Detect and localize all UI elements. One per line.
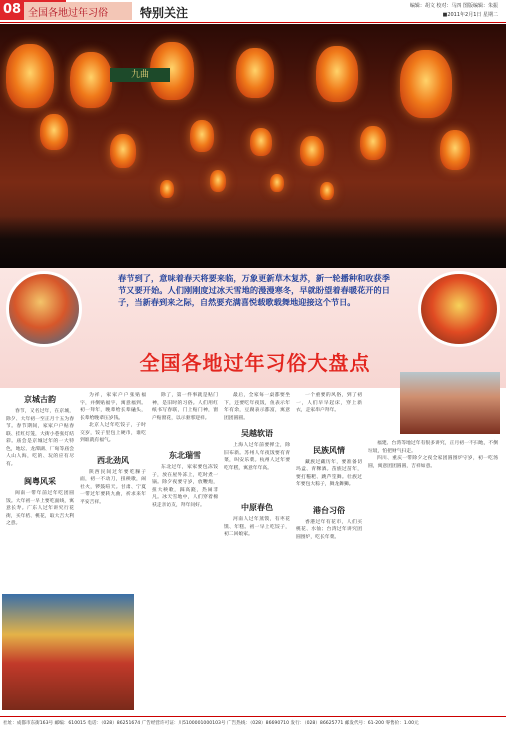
lantern-icon bbox=[110, 134, 136, 168]
ethnic-costume-photo bbox=[2, 594, 134, 710]
lantern-icon bbox=[190, 120, 214, 152]
date-line: ■2011年2月1日 星期二 bbox=[442, 12, 498, 18]
article-paragraph: 闽南一带年前过年吃团圆饭。大年初一早上要吃面线，寓意长寿。广东人过年讲究行花街，买年桔、桃花，取大吉大利之意。 bbox=[6, 491, 74, 526]
lantern-icon bbox=[300, 136, 324, 166]
column-4 bbox=[224, 392, 290, 539]
section-heading: 京城古韵 bbox=[24, 395, 56, 404]
column-5 bbox=[296, 392, 362, 541]
section-heading: 吴越软语 bbox=[241, 429, 273, 438]
lantern-icon bbox=[70, 52, 112, 108]
lantern-icon bbox=[6, 44, 54, 108]
article-paragraph: 除了，第一件事就是贴门神，是旧时的习俗。人们用红纸书写春联，门上贴门神，窗户贴窗花，以示驱邪迎祥。 bbox=[152, 393, 218, 421]
street-sign: 九曲 bbox=[110, 68, 170, 82]
article-paragraph: 四川、重庆一带除夕之夜全家团圆围炉守岁，初一吃汤圆，寓意团团圆圆，吉祥如意。 bbox=[368, 456, 498, 469]
editors-line: 编辑：胡文 校对：马四 图版编辑：朱振 bbox=[409, 3, 498, 9]
column-3 bbox=[152, 392, 218, 509]
header-meta bbox=[410, 2, 498, 20]
section-heading: 闽粤风采 bbox=[24, 477, 56, 486]
lantern-icon bbox=[40, 114, 68, 150]
article-paragraph: 春节，又名过年，在京城，除夕、大年初一至正月十五为春节。春节期间，家家户户贴春联、挂红灯笼，大街小巷张灯结彩。庙会是京城过年的一大特色，地坛、龙潭湖、厂甸等庙会人山人海，吃的、玩的应有尽有。 bbox=[6, 409, 74, 467]
column-name-banner bbox=[24, 2, 132, 20]
section-heading: 民族风情 bbox=[313, 445, 345, 455]
left-round-photo bbox=[6, 271, 82, 347]
article-paragraph: 福建、台湾等地过年有很多讲究，正月初一不扫地，不倒垃圾，怕把财气扫走。 bbox=[368, 441, 498, 454]
article-paragraph: 藏族过藏历年，要准备切玛盒、青稞酒。苗族过苗年，要打糍粑、跳芦笙舞。壮族过年要包大粽子，舞龙舞狮。 bbox=[296, 459, 362, 487]
lantern-icon bbox=[236, 48, 274, 98]
footer-text: 社址：成都市东街163号 邮编：610015 电话：（028）86251674 广告经营许可证：川5100001000103号 广告热线：（028）86690710 发行：（028）86625771 邮发代号：61-200 零售价：1.00元 bbox=[3, 721, 419, 726]
article-paragraph: 上海人过年前要掸尘，除旧布新。苏州人年夜饭要有青菜，叫安乐菜。杭州人过年要吃年糕，寓意年年高。 bbox=[224, 443, 290, 471]
column-2 bbox=[80, 392, 146, 506]
section-heading: 西北劲风 bbox=[97, 455, 129, 465]
crowd-silhouette bbox=[0, 216, 506, 268]
lantern-icon bbox=[210, 170, 226, 192]
section-heading: 中原春色 bbox=[241, 503, 273, 512]
intro-text: 春节到了，意味着春天将要来临，万象更新草木复苏，新一轮播种和收获季节又要开始。人们刚刚度过冰天雪地的漫漫寒冬，早就盼望着春暖花开的日子，当新春到来之际，自然要充满喜悦载歌载舞地迎接这个节日。 bbox=[118, 273, 390, 307]
street-scene-photo bbox=[400, 372, 500, 434]
column-6 bbox=[368, 440, 498, 470]
lantern-icon bbox=[270, 174, 284, 192]
lantern-icon bbox=[160, 180, 174, 198]
article-paragraph: 东北过年，家家要包冻饺子，放在屋外冻上，吃时煮一锅。除夕夜要守岁，放鞭炮，扭大秧歌，踩高跷，热闹非凡。冰天雪地中，人们穿着棉袄走亲访友，拜年问好。 bbox=[152, 465, 218, 508]
lantern-icon bbox=[360, 126, 386, 160]
article-paragraph: 最后，全家每一桌都要坐下，还要吃年夜饭，鱼表示年年有余，豆腐表示都富，寓意团团圆圆。 bbox=[224, 393, 290, 421]
lantern-icon bbox=[400, 50, 452, 118]
article-paragraph: 一个重要的风俗，到了初一，人们早早起床，穿上新衣，走家串户拜年。 bbox=[296, 393, 362, 413]
footer bbox=[0, 716, 506, 732]
right-round-photo bbox=[418, 271, 500, 347]
article-paragraph: 为祥，家家户户张贴福字，并倒贴福字，寓意福到。初一拜年，晚辈给长辈磕头，长辈给晚辈压岁钱。 bbox=[80, 393, 146, 421]
lantern-icon bbox=[440, 130, 470, 170]
article-paragraph: 河南人过年蒸馍，有枣花馍、年糕。初一早上吃饺子，初二回娘家。 bbox=[224, 517, 290, 537]
section-heading: 港台习俗 bbox=[313, 505, 345, 515]
lantern-icon bbox=[316, 46, 358, 102]
lantern-icon bbox=[320, 182, 334, 200]
section-title: 特别关注 bbox=[140, 6, 189, 20]
article-paragraph: 北京人过年吃饺子，子时交岁，饺子里包上硬币，谁吃到谁就有福气。 bbox=[80, 423, 146, 443]
lantern-festival-photo bbox=[0, 24, 506, 268]
column-1 bbox=[6, 392, 74, 528]
article-paragraph: 香港过年有花市，人们买桃花、水仙；台湾过年讲究团圆围炉，吃长年菜。 bbox=[296, 519, 362, 540]
column-name: 全国各地过年习俗 bbox=[28, 8, 108, 19]
section-heading: 东北瑞雪 bbox=[169, 451, 201, 460]
header-divider bbox=[0, 22, 506, 23]
article-paragraph: 陕西民间过年要吃臊子面，初一不动刀，扭秧歌，闹社火，锣鼓喧天。甘肃、宁夏一带过年要转九曲，祈求来年平安吉祥。 bbox=[80, 469, 146, 505]
page-headline: 全国各地过年习俗大盘点 bbox=[139, 351, 371, 375]
page-number: 08 bbox=[3, 2, 22, 17]
lantern-icon bbox=[250, 128, 272, 156]
